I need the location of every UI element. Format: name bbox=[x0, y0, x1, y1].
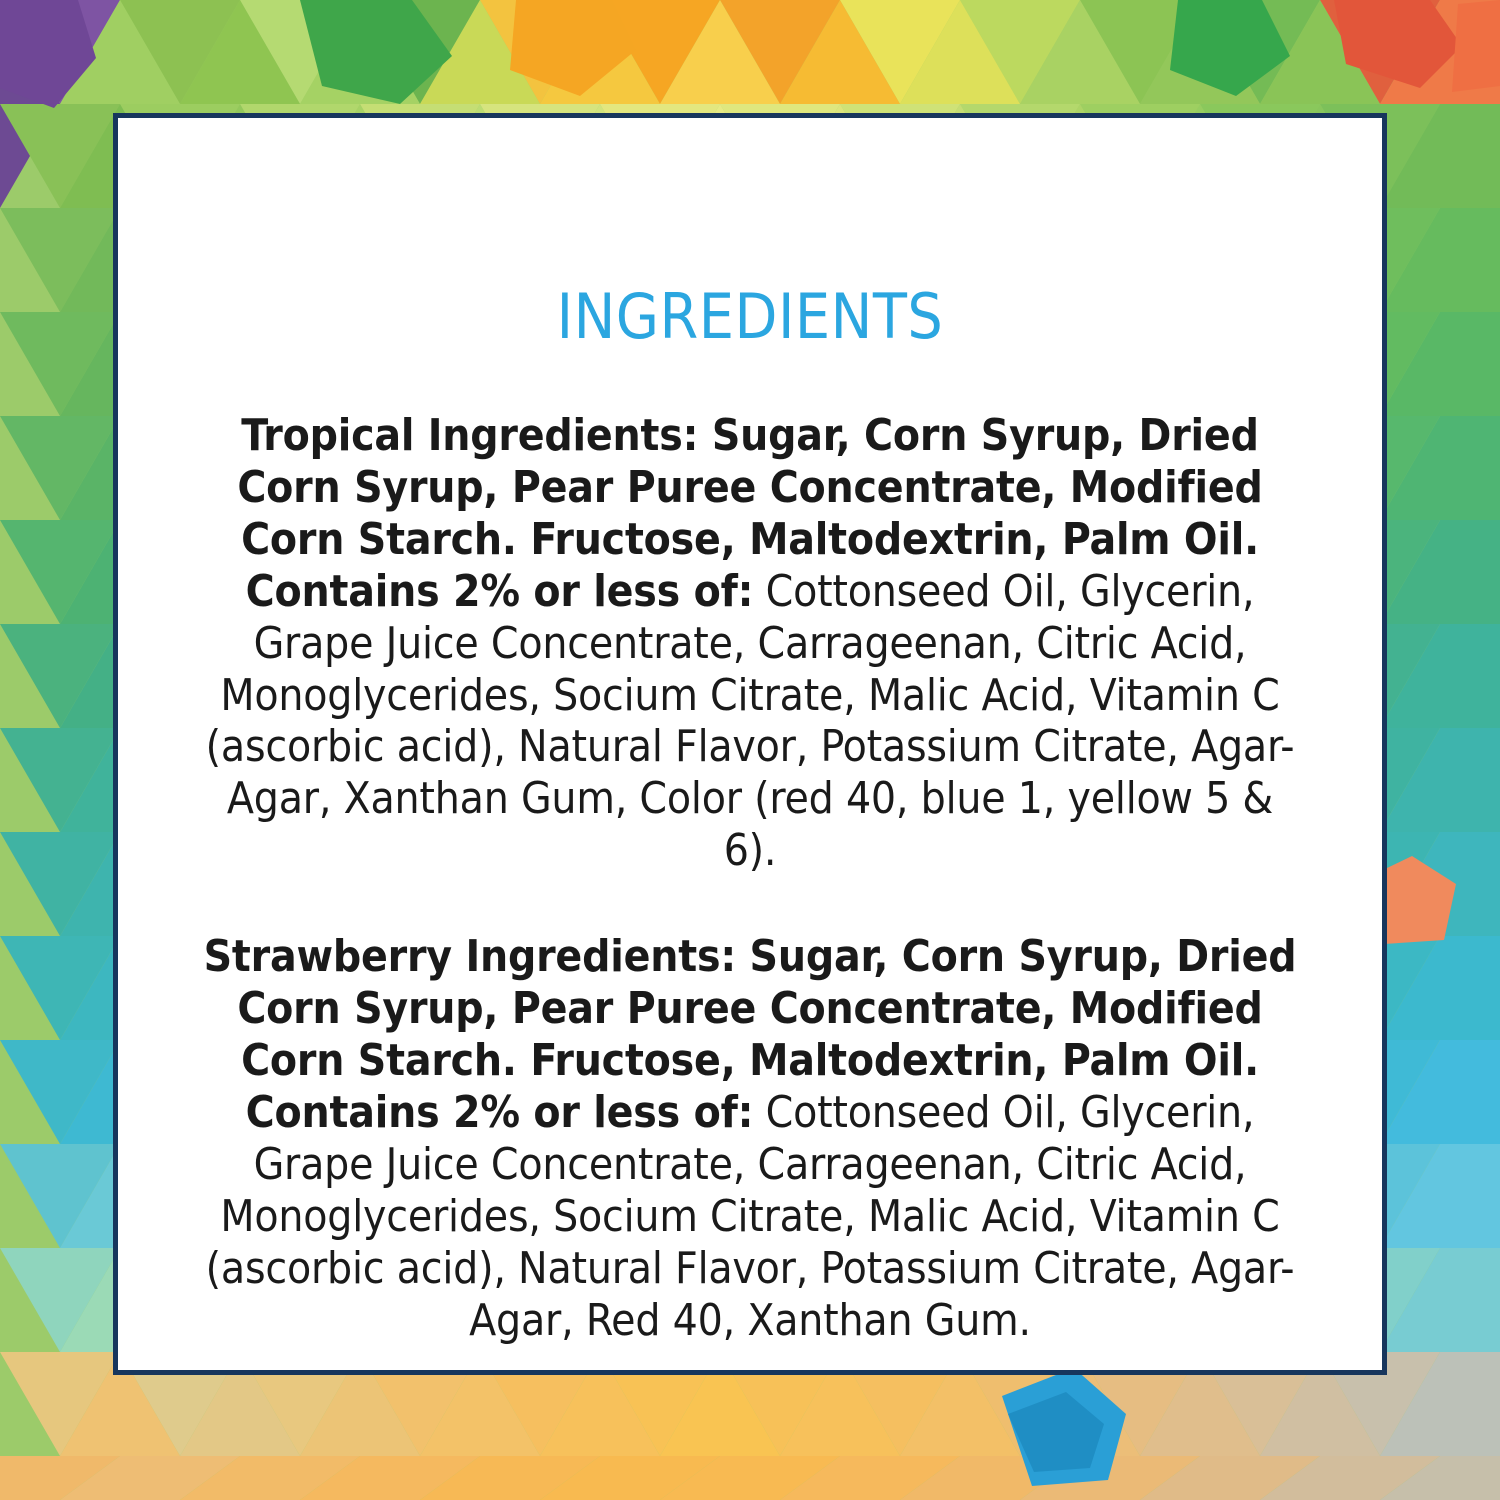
tropical-ingredients-rest: Cottonseed Oil, Glycerin, Grape Juice Concentrate, Carrageenan, Citric Acid, Monoglycerides, Socium Citrate, Malic Acid, Vitamin C (ascorbic acid), Natural Flavor, Potassium Citrate, Agar-Agar, Xanthan Gum, Color (red 40, blue 1, yellow 5 & 6). bbox=[205, 565, 1295, 877]
tropical-ingredients-lead: Tropical Ingredients: Sugar, Corn Syrup, Dried Corn Syrup, Pear Puree Concentrate, Modified Corn Starch. Fructose, Maltodextrin, Palm Oil. Contains 2% or less of: bbox=[237, 410, 1263, 617]
ingredients-card bbox=[113, 113, 1387, 1375]
strawberry-ingredients-lead: Strawberry Ingredients: Sugar, Corn Syrup, Dried Corn Syrup, Pear Puree Concentrate, Modified Corn Starch. Fructose, Maltodextrin, Palm Oil. Contains 2% or less of: bbox=[203, 931, 1297, 1138]
strawberry-ingredients-rest: Cottonseed Oil, Glycerin, Grape Juice Concentrate, Carrageenan, Citric Acid, Monoglycerides, Socium Citrate, Malic Acid, Vitamin C (ascorbic acid), Natural Flavor, Potassium Citrate, Agar-Agar, Red 40, Xanthan Gum. bbox=[205, 1086, 1295, 1346]
page-title: INGREDIENTS bbox=[556, 280, 944, 353]
ingredients-block-strawberry bbox=[196, 931, 1304, 1346]
ingredients-block-tropical bbox=[196, 410, 1304, 877]
